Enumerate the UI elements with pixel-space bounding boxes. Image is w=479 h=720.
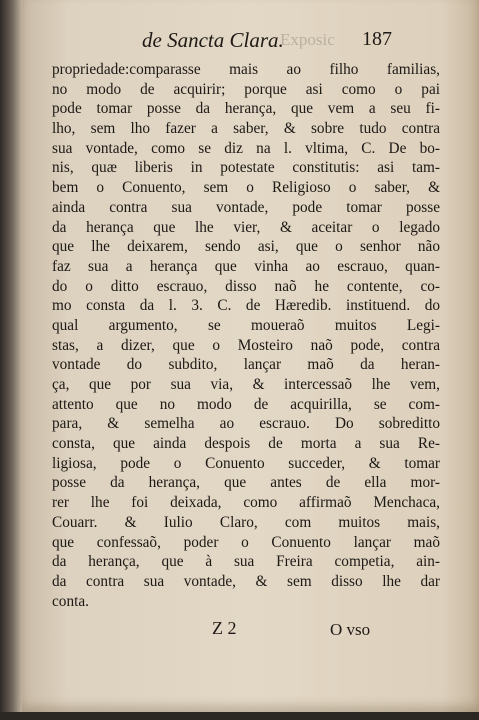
text-line: conta. — [52, 592, 89, 610]
text-line: attento que no modo de acquirilla, se com- — [52, 395, 440, 413]
facing-page-edge — [0, 0, 22, 720]
running-title: de Sancta Clara. — [142, 28, 284, 52]
text-line: faz sua a herança que vinha ao escrauo, quan- — [52, 257, 440, 275]
text-line: ligiosa, pode o Conuento succeder, & tomar — [52, 454, 440, 472]
page-number: 187 — [362, 28, 392, 50]
text-line: que lhe deixarem, sendo asi, que o senhor não — [52, 238, 440, 256]
text-line: que confessaõ, poder o Conuento lançar maõ — [52, 533, 440, 551]
text-line: propriedade:comparasse mais ao filho familias, — [52, 61, 440, 78]
text-line: qual argumento, se moueraõ muitos Legi- — [52, 316, 440, 334]
text-line: consta, que ainda despois de morta a sua Re- — [52, 435, 440, 453]
text-line: mo consta da l. 3. C. de Hæredib. instituend. do — [52, 297, 440, 315]
body-text — [52, 60, 440, 611]
page-header — [22, 24, 479, 56]
bleed-through-text: Exposic — [280, 30, 335, 49]
text-line: bem o Conuento, sem o Religioso o saber, & — [52, 179, 440, 197]
text-line: pode tomar posse da herança, que vem a seu fi- — [52, 100, 440, 118]
text-line: stas, a dizer, que o Mosteiro naõ pode, contra — [52, 336, 440, 354]
text-line: ça, que por sua via, & intercessaõ lhe vem, — [52, 376, 440, 393]
book-page — [22, 0, 479, 712]
scan-bottom-edge — [0, 712, 479, 720]
catchword: O vso — [330, 620, 371, 639]
text-line: para, & semelha ao escrauo. Do sobreditto — [52, 415, 440, 433]
text-line: da herança que lhe vier, & aceitar o legado — [52, 218, 440, 236]
text-line: vontade do subdito, lançar maõ da heran- — [52, 356, 440, 374]
signature-mark: Z 2 — [212, 618, 237, 638]
text-line: ainda contra sua vontade, pode tomar posse — [52, 198, 440, 216]
text-line: nis, quæ liberis in potestate constitutis: asi tam- — [52, 159, 440, 177]
text-line: da herança, que à sua Freira competia, ain- — [52, 553, 440, 571]
text-line: rer lhe foi deixada, como affirmaõ Menchaca, — [52, 494, 440, 512]
text-line: Couarr. & Iulio Claro, com muitos mais, — [52, 513, 440, 531]
text-line: no modo de acquirir; porque asi como o pai — [52, 80, 440, 98]
text-line: sua vontade, como se diz na l. vltima, C. De bo- — [52, 139, 440, 157]
text-line: posse da herança, que antes de ella mor- — [52, 474, 440, 492]
text-line: da contra sua vontade, & sem disso lhe dar — [52, 572, 440, 590]
text-line: do o ditto escrauo, disso naõ he contente, co- — [52, 277, 440, 295]
text-line: lho, sem lho fazer a saber, & sobre tudo contra — [52, 120, 440, 138]
